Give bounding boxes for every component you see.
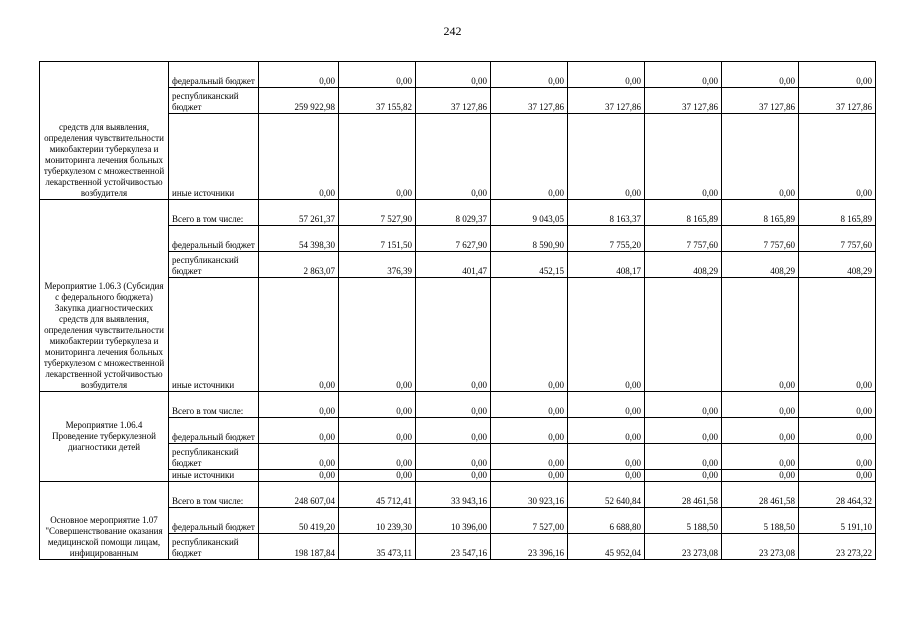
funding-source: Всего в том числе: <box>169 482 259 508</box>
amount-cell: 33 943,16 <box>416 482 491 508</box>
amount-cell: 7 527,90 <box>339 200 416 226</box>
amount-cell: 0,00 <box>799 470 876 482</box>
amount-cell: 0,00 <box>568 392 645 418</box>
amount-cell: 0,00 <box>568 444 645 470</box>
amount-cell: 37 127,86 <box>416 88 491 114</box>
amount-cell: 0,00 <box>491 114 568 200</box>
amount-cell: 45 952,04 <box>568 534 645 560</box>
amount-cell: 37 127,86 <box>799 88 876 114</box>
funding-source: федеральный бюджет <box>169 418 259 444</box>
amount-cell: 0,00 <box>491 392 568 418</box>
amount-cell: 23 547,16 <box>416 534 491 560</box>
funding-source: республиканский бюджет <box>169 88 259 114</box>
amount-cell: 52 640,84 <box>568 482 645 508</box>
amount-cell: 0,00 <box>416 418 491 444</box>
amount-cell: 0,00 <box>259 62 339 88</box>
amount-cell: 7 757,60 <box>645 226 722 252</box>
funding-source: федеральный бюджет <box>169 508 259 534</box>
amount-cell: 30 923,16 <box>491 482 568 508</box>
amount-cell: 0,00 <box>339 444 416 470</box>
amount-cell: 37 127,86 <box>491 88 568 114</box>
amount-cell: 37 155,82 <box>339 88 416 114</box>
amount-cell: 7 151,50 <box>339 226 416 252</box>
amount-cell: 35 473,11 <box>339 534 416 560</box>
amount-cell: 0,00 <box>722 470 799 482</box>
amount-cell: 0,00 <box>568 470 645 482</box>
amount-cell: 0,00 <box>259 392 339 418</box>
table-row <box>40 392 876 418</box>
amount-cell: 0,00 <box>259 418 339 444</box>
funding-source: федеральный бюджет <box>169 62 259 88</box>
amount-cell: 0,00 <box>722 114 799 200</box>
funding-source: республиканский бюджет <box>169 534 259 560</box>
amount-cell: 0,00 <box>568 418 645 444</box>
amount-cell: 23 273,08 <box>722 534 799 560</box>
amount-cell: 5 191,10 <box>799 508 876 534</box>
funding-source: федеральный бюджет <box>169 226 259 252</box>
amount-cell: 0,00 <box>416 62 491 88</box>
amount-cell: 0,00 <box>259 278 339 392</box>
amount-cell: 0,00 <box>722 392 799 418</box>
measure-name: Мероприятие 1.06.4 Проведение туберкулезной диагностики детей <box>40 392 169 482</box>
table-body <box>40 62 876 560</box>
amount-cell: 248 607,04 <box>259 482 339 508</box>
amount-cell: 23 396,16 <box>491 534 568 560</box>
amount-cell: 7 755,20 <box>568 226 645 252</box>
amount-cell: 0,00 <box>339 392 416 418</box>
amount-cell: 57 261,37 <box>259 200 339 226</box>
amount-cell: 0,00 <box>416 392 491 418</box>
amount-cell: 8 029,37 <box>416 200 491 226</box>
amount-cell: 0,00 <box>416 114 491 200</box>
funding-source: республиканский бюджет <box>169 444 259 470</box>
amount-cell: 0,00 <box>645 392 722 418</box>
amount-cell: 7 757,60 <box>722 226 799 252</box>
amount-cell: 9 043,05 <box>491 200 568 226</box>
amount-cell: 28 461,58 <box>722 482 799 508</box>
amount-cell: 8 590,90 <box>491 226 568 252</box>
funding-source: республиканский бюджет <box>169 252 259 278</box>
funding-source: Всего в том числе: <box>169 200 259 226</box>
amount-cell: 10 239,30 <box>339 508 416 534</box>
amount-cell: 10 396,00 <box>416 508 491 534</box>
table-row <box>40 482 876 508</box>
table-row <box>40 62 876 88</box>
amount-cell: 0,00 <box>491 418 568 444</box>
funding-source: иные источники <box>169 278 259 392</box>
amount-cell: 408,17 <box>568 252 645 278</box>
amount-cell: 0,00 <box>416 278 491 392</box>
amount-cell: 408,29 <box>645 252 722 278</box>
amount-cell: 2 863,07 <box>259 252 339 278</box>
amount-cell: 0,00 <box>722 62 799 88</box>
funding-source: Всего в том числе: <box>169 392 259 418</box>
amount-cell: 0,00 <box>722 278 799 392</box>
amount-cell: 5 188,50 <box>722 508 799 534</box>
budget-table <box>39 61 876 560</box>
amount-cell: 8 163,37 <box>568 200 645 226</box>
amount-cell: 5 188,50 <box>645 508 722 534</box>
amount-cell: 28 464,32 <box>799 482 876 508</box>
funding-source: иные источники <box>169 470 259 482</box>
amount-cell: 259 922,98 <box>259 88 339 114</box>
amount-cell: 0,00 <box>339 114 416 200</box>
amount-cell: 0,00 <box>568 278 645 392</box>
amount-cell: 0,00 <box>259 444 339 470</box>
amount-cell: 0,00 <box>799 418 876 444</box>
amount-cell <box>645 278 722 392</box>
measure-name: Мероприятие 1.06.3 (Субсидия с федерального бюджета) Закупка диагностических средств для выявления, определения чувствительности микобактерии туберкулеза и мониторинга лечения больных туберкулезом с множественной лекарственной устойчивостью возбудителя <box>40 200 169 392</box>
amount-cell: 0,00 <box>722 418 799 444</box>
amount-cell: 408,29 <box>722 252 799 278</box>
amount-cell: 401,47 <box>416 252 491 278</box>
amount-cell: 452,15 <box>491 252 568 278</box>
amount-cell: 0,00 <box>722 444 799 470</box>
amount-cell: 0,00 <box>339 278 416 392</box>
measure-name: средств для выявления, определения чувствительности микобактерии туберкулеза и мониторинга лечения больных туберкулезом с множественной лекарственной устойчивостью возбудителя <box>40 62 169 200</box>
funding-source: иные источники <box>169 114 259 200</box>
amount-cell: 0,00 <box>568 62 645 88</box>
amount-cell: 0,00 <box>259 114 339 200</box>
amount-cell: 0,00 <box>568 114 645 200</box>
amount-cell: 0,00 <box>259 470 339 482</box>
amount-cell: 6 688,80 <box>568 508 645 534</box>
amount-cell: 0,00 <box>491 470 568 482</box>
amount-cell: 54 398,30 <box>259 226 339 252</box>
amount-cell: 0,00 <box>339 418 416 444</box>
amount-cell: 37 127,86 <box>722 88 799 114</box>
amount-cell: 7 757,60 <box>799 226 876 252</box>
amount-cell: 0,00 <box>339 470 416 482</box>
amount-cell: 0,00 <box>645 418 722 444</box>
amount-cell: 408,29 <box>799 252 876 278</box>
amount-cell: 45 712,41 <box>339 482 416 508</box>
amount-cell: 0,00 <box>799 392 876 418</box>
amount-cell: 50 419,20 <box>259 508 339 534</box>
amount-cell: 23 273,22 <box>799 534 876 560</box>
page-number: 242 <box>443 24 462 38</box>
amount-cell: 37 127,86 <box>645 88 722 114</box>
amount-cell: 0,00 <box>416 444 491 470</box>
amount-cell: 8 165,89 <box>799 200 876 226</box>
amount-cell: 37 127,86 <box>568 88 645 114</box>
amount-cell: 0,00 <box>491 278 568 392</box>
amount-cell: 8 165,89 <box>722 200 799 226</box>
amount-cell: 0,00 <box>416 470 491 482</box>
amount-cell: 0,00 <box>339 62 416 88</box>
measure-name: Основное мероприятие 1.07 "Совершенствование оказания медицинской помощи лицам, инфицированным <box>40 482 169 560</box>
amount-cell: 198 187,84 <box>259 534 339 560</box>
amount-cell: 0,00 <box>491 444 568 470</box>
amount-cell: 8 165,89 <box>645 200 722 226</box>
amount-cell: 0,00 <box>645 470 722 482</box>
table-row <box>40 200 876 226</box>
amount-cell: 7 527,00 <box>491 508 568 534</box>
amount-cell: 7 627,90 <box>416 226 491 252</box>
amount-cell: 0,00 <box>491 62 568 88</box>
amount-cell: 0,00 <box>799 278 876 392</box>
amount-cell: 28 461,58 <box>645 482 722 508</box>
amount-cell: 376,39 <box>339 252 416 278</box>
amount-cell: 0,00 <box>645 114 722 200</box>
amount-cell: 23 273,08 <box>645 534 722 560</box>
amount-cell: 0,00 <box>645 62 722 88</box>
amount-cell: 0,00 <box>799 444 876 470</box>
amount-cell: 0,00 <box>799 114 876 200</box>
amount-cell: 0,00 <box>799 62 876 88</box>
amount-cell: 0,00 <box>645 444 722 470</box>
